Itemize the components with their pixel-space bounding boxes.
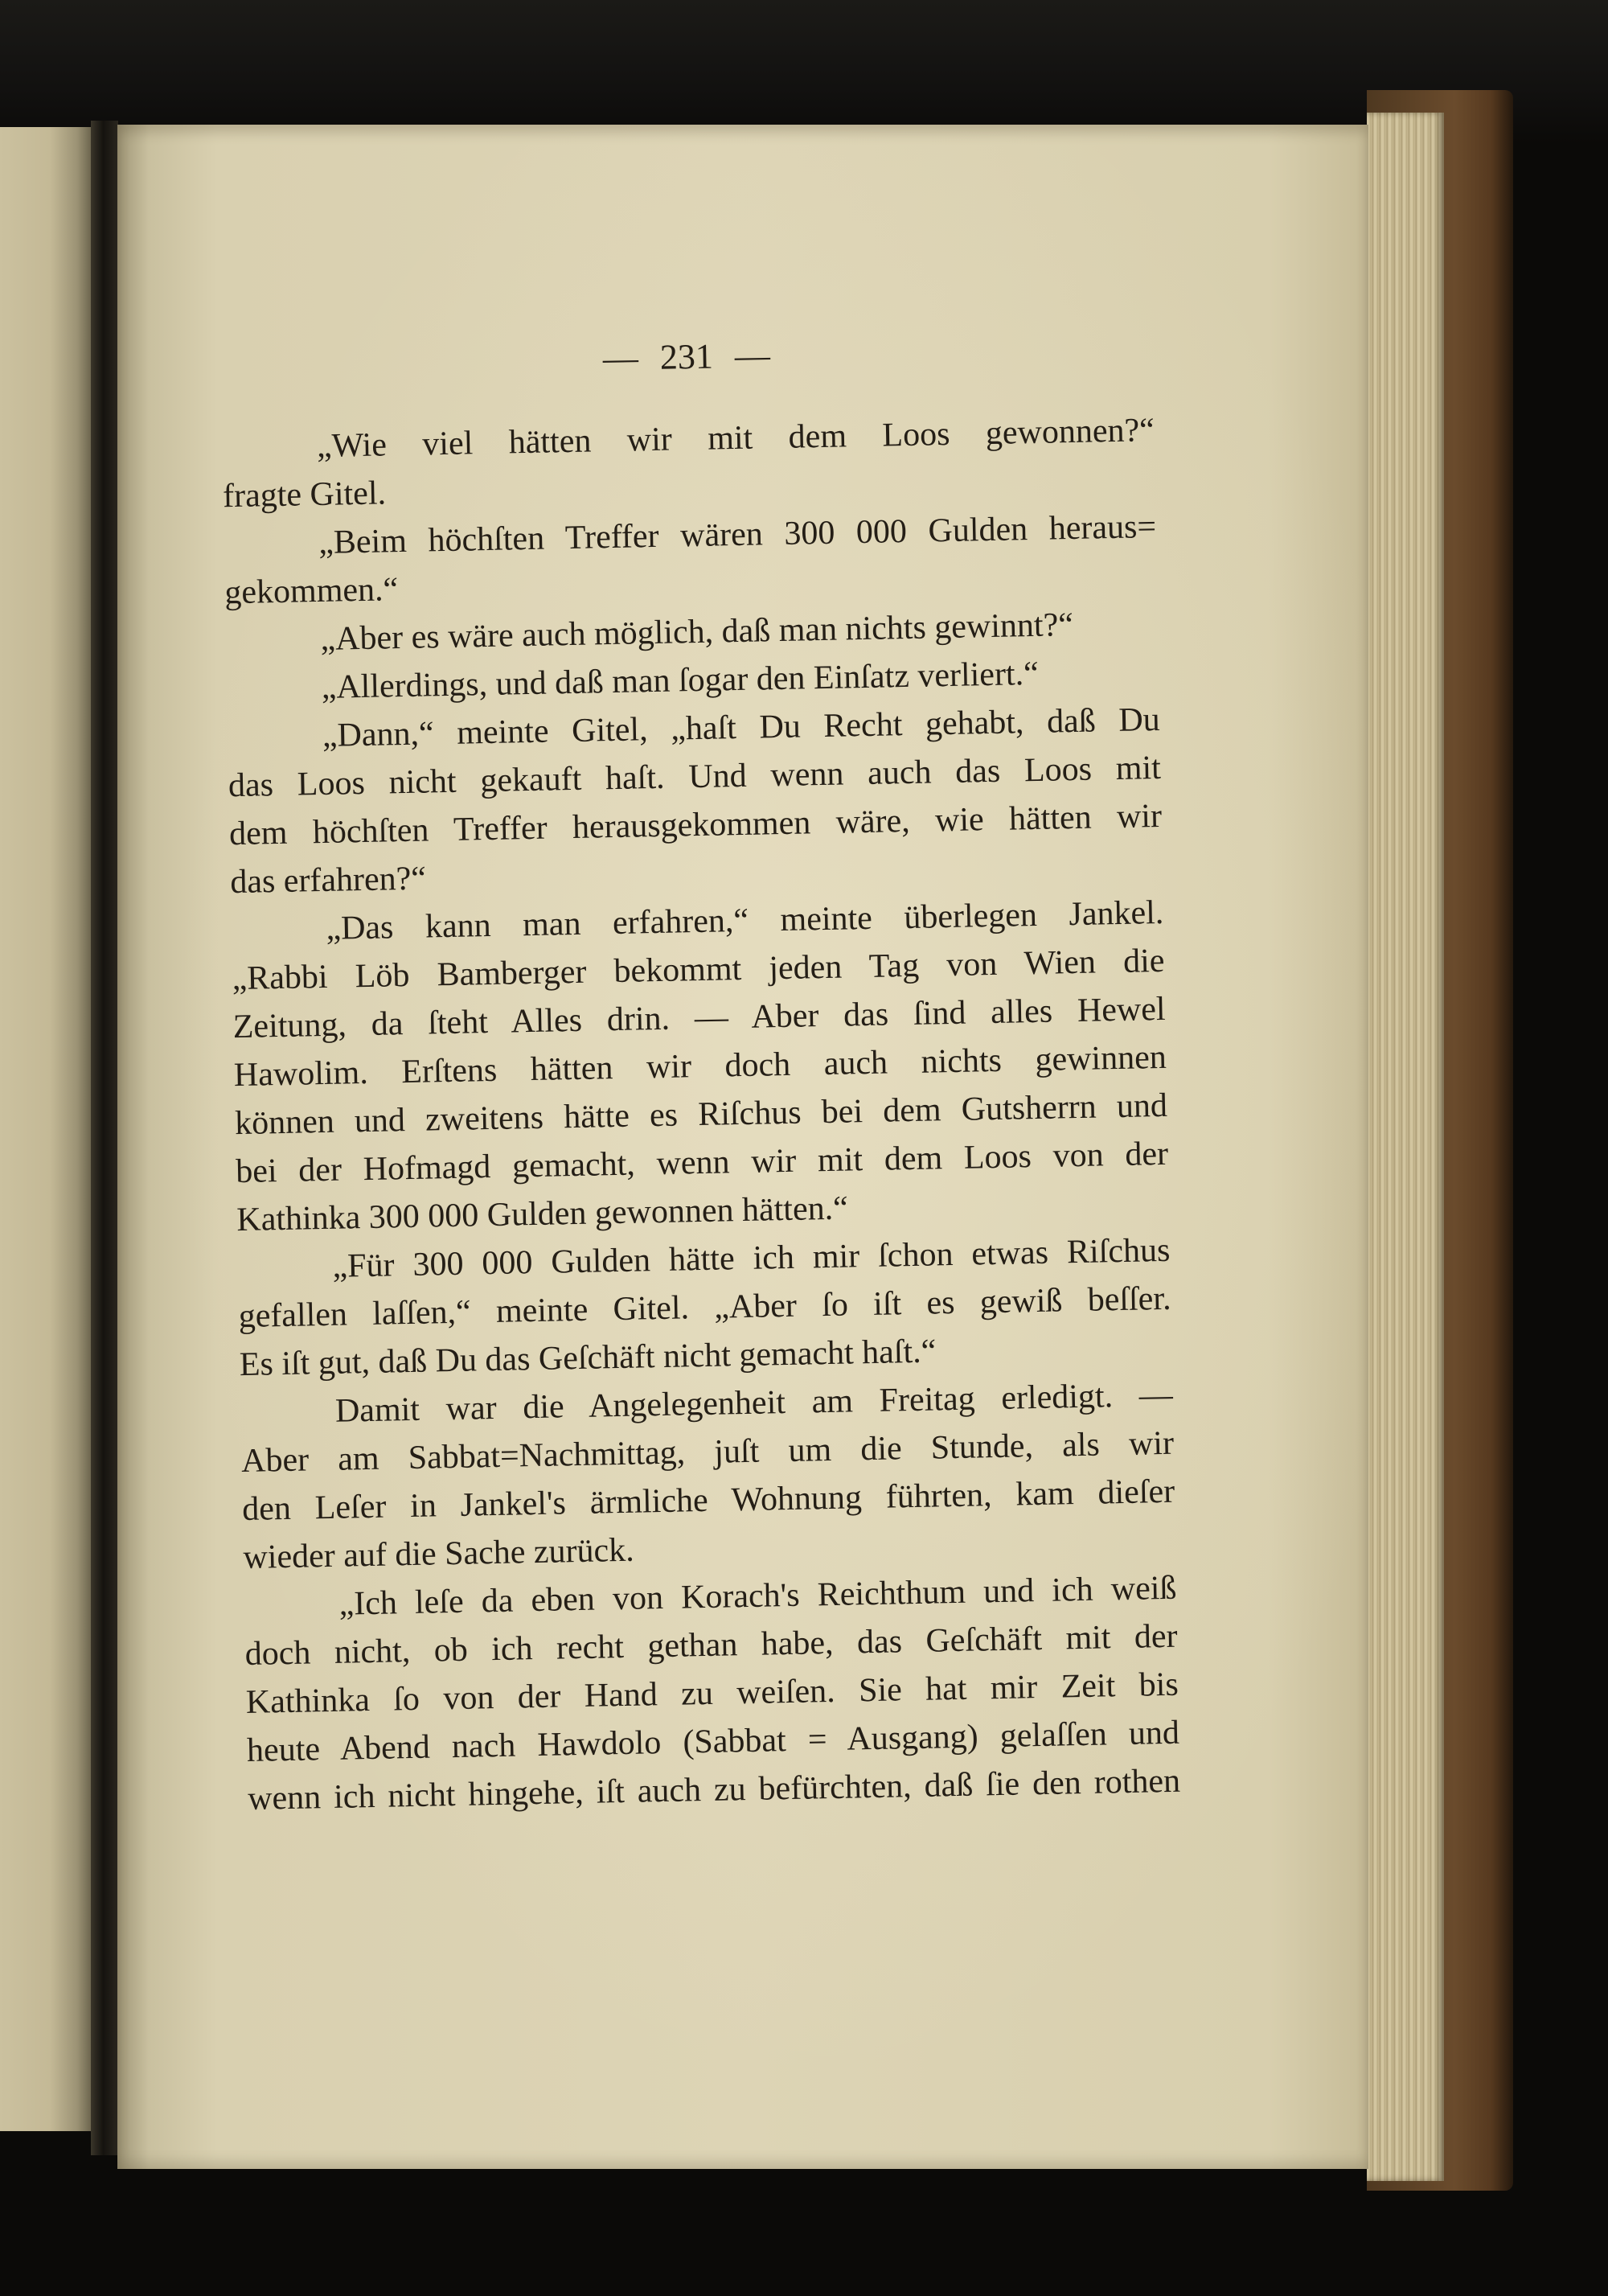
paragraph — [221, 406, 1155, 520]
text-line: das erfahren?“ — [229, 860, 427, 902]
text-line: „Beim höchſten Treffer wären 300 000 Gulden heraus= — [318, 507, 1157, 561]
paragraph — [244, 1564, 1181, 1823]
text-line: „Das kann man erfahren,“ meinte überlegen Jankel. — [326, 893, 1164, 947]
text-line: Es iſt gut, daß Du das Geſchäft nicht gemacht haſt.“ — [239, 1333, 937, 1384]
text-line: „Dann,“ meinte Gitel, „haſt Du Recht gehabt, daß Du — [322, 700, 1161, 754]
page-edges — [1367, 113, 1444, 2181]
text-line: Kathinka ſo von der Hand zu weiſen. Sie hat mir Zeit bis — [245, 1666, 1179, 1721]
text-line: „Allerdings, und daß man ſogar den Einſatz verliert.“ — [321, 655, 1040, 706]
text-line: Aber am Sabbat=Nachmittag, juſt um die Stunde, als wir — [240, 1424, 1175, 1481]
paragraph — [240, 1371, 1175, 1582]
text-line: doch nicht, ob ich recht gethan habe, das Geſchäft mit der — [244, 1617, 1178, 1673]
text-line: das Loos nicht gekauft haſt. Und wenn auch das Loos mit — [228, 749, 1162, 805]
left-page-edge — [0, 127, 91, 2131]
text-line: wieder auf die Sache zurück. — [243, 1531, 635, 1577]
text-line: gekommen.“ — [224, 571, 399, 612]
text-line: Damit war die Angelegenheit am Freitag erledigt. — — [334, 1376, 1174, 1430]
text-line: dem höchſten Treffer herausgekommen wäre, wie hätten wir — [228, 797, 1163, 853]
page-number: — 231 — — [602, 335, 771, 379]
text-line: „Wie viel hätten wir mit dem Loos gewonnen?“ — [316, 412, 1155, 466]
text-line: „Für 300 000 Gulden hätte ich mir ſchon etwas Riſchus — [332, 1231, 1171, 1285]
paragraph — [237, 1226, 1172, 1389]
text-line: „Rabbi Löb Bamberger bekommt jeden Tag von Wien die — [232, 942, 1165, 998]
text-line: fragte Gitel. — [222, 474, 387, 515]
text-line: bei der Hofmagd gemacht, wenn wir mit dem Loos von der — [235, 1135, 1169, 1191]
text-line: den Leſer in Jankel's ärmliche Wohnung führten, kam dieſer — [241, 1472, 1175, 1529]
text-block — [219, 324, 1180, 1823]
text-line: „Ich leſe da eben von Korach's Reichthum und ich weiß — [338, 1569, 1177, 1623]
book-page — [117, 125, 1368, 2169]
book-gutter — [91, 121, 118, 2155]
text-line: wenn ich nicht hingehe, iſt auch zu befürchten, daß ſie den rothen — [247, 1762, 1181, 1817]
text-line: heute Abend nach Hawdolo (Sabbat = Ausgang) gelaſſen und — [246, 1714, 1180, 1769]
text-line: Kathinka 300 000 Gulden gewonnen hätten.“ — [236, 1189, 849, 1239]
paragraph — [227, 696, 1163, 906]
text-line: können und zweitens hätte es Riſchus bei dem Gutsherrn und — [234, 1086, 1168, 1143]
text-line: Hawolim. Erſtens hätten wir doch auch nichts gewinnen — [233, 1038, 1167, 1095]
text-line: Zeitung, da ſteht Alles drin. — Aber das ſind alles Hewel — [232, 990, 1167, 1046]
paragraph — [224, 503, 1158, 617]
text-line: gefallen laſſen,“ meinte Gitel. „Aber ſo iſt es gewiß beſſer. — [238, 1279, 1171, 1336]
text-line: „Aber es wäre auch möglich, daß man nichts gewinnt?“ — [320, 606, 1074, 658]
paragraph — [231, 889, 1170, 1244]
